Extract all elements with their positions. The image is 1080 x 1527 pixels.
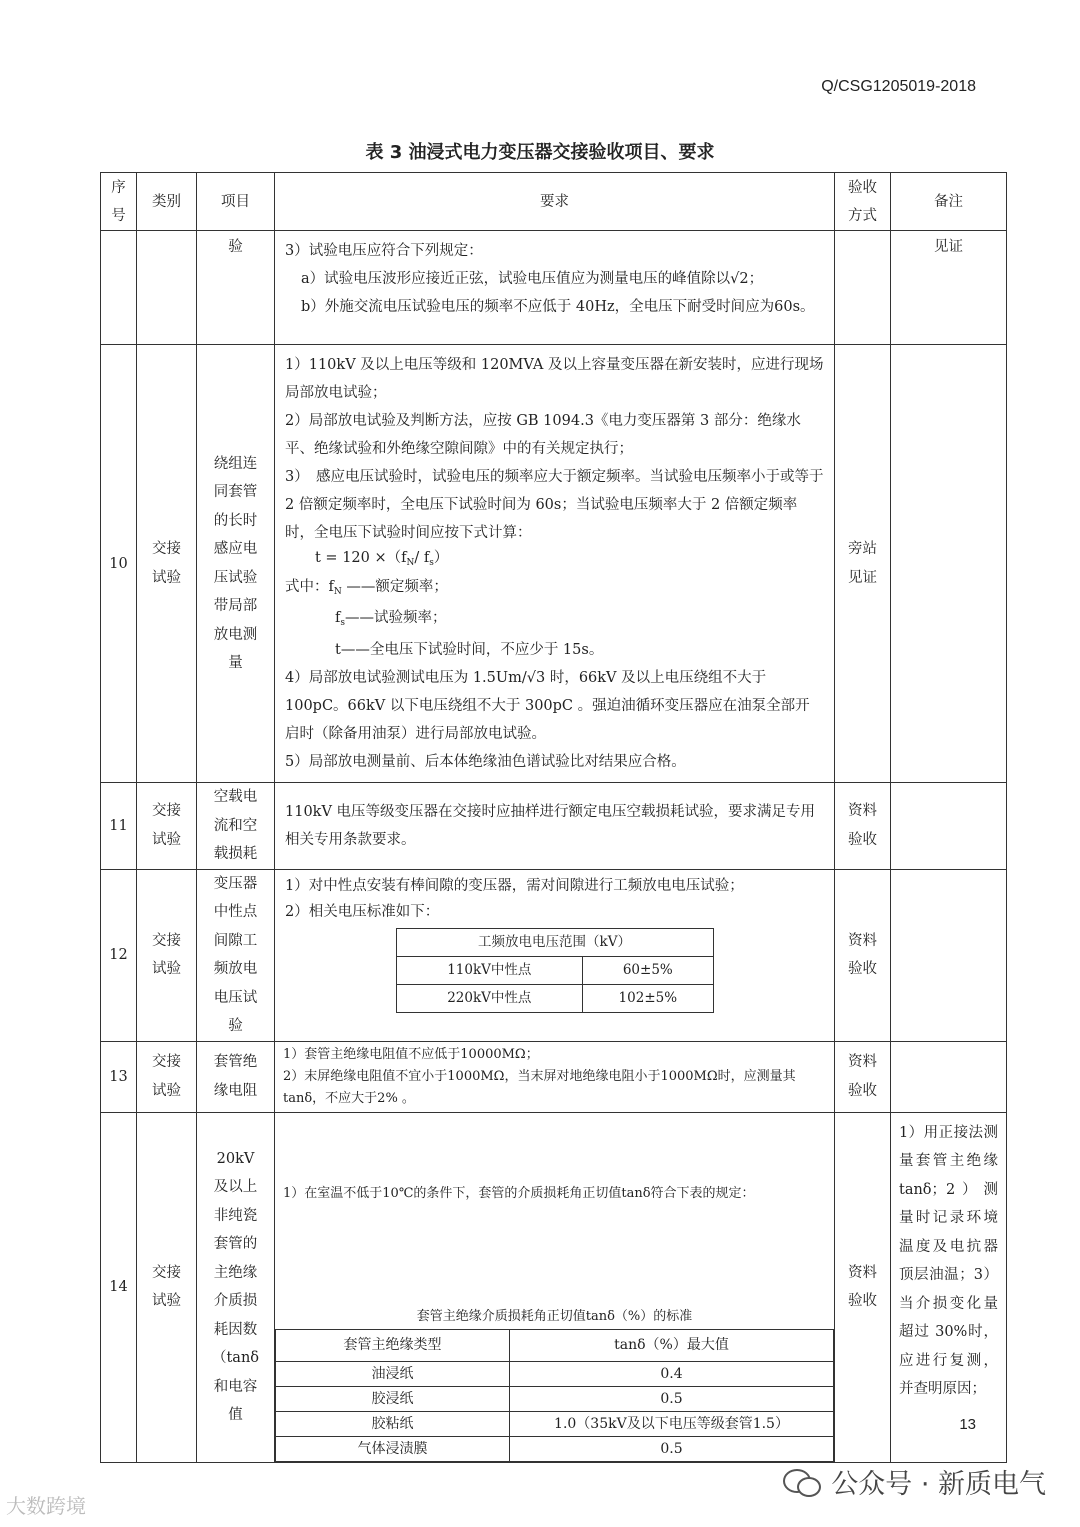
tan-delta-header-row: 套管主绝缘类型 tanδ（%）最大值: [276, 1329, 834, 1361]
remark-cell: [891, 345, 1007, 783]
table-row: [101, 1041, 1007, 1112]
table-row: [101, 783, 1007, 870]
requirement-cell: 1）在室温不低于10℃的条件下，套管的介质损耗角正切值tanδ符合下表的规定： 套管主绝缘介质损耗角正切值tanδ（%）的标准 套管主绝缘类型 tanδ（%）最大值 油浸纸 0.4 胶浸纸 0.5 胶粘纸 1.0（35kV及以下电压等级套管1.5） 气体浸渍膜 0.5: [275, 1112, 835, 1462]
seq-cell: 12: [101, 869, 137, 1041]
tan-delta-caption: 套管主绝缘介质损耗角正切值tanδ（%）的标准: [416, 1308, 693, 1324]
method-cell: 旁站见证: [835, 345, 891, 783]
header-seq: 序号: [101, 173, 137, 231]
remark-cell: [891, 869, 1007, 1041]
discharge-table-row: 220kV中性点 102±5%: [396, 984, 713, 1012]
table-row: [101, 1112, 1007, 1462]
requirement-cell: 3）试验电压应符合下列规定： a）试验电压波形应接近正弦，试验电压值应为测量电压的峰值除以√2； b）外施交流电压试验电压的频率不应低于 40Hz，全电压下耐受时间应为60s。: [275, 231, 835, 345]
header-remark: 备注: [891, 173, 1007, 231]
table-title: 表 3 油浸式电力变压器交接验收项目、要求: [365, 142, 715, 163]
category-cell: 交接试验: [137, 869, 197, 1041]
requirement-cell: 1）110kV 及以上电压等级和 120MVA 及以上容量变压器在新安装时，应进行现场局部放电试验； 2）局部放电试验及判断方法，应按 GB 1094.3《电力变压器第 3 部分：绝缘水平、绝缘试验和外绝缘空隙间隙》中的有关规定执行； 3） 感应电压试验时，试验电压的频率应大于额定频率。当试验电压频率小于或等于 2 倍额定频率时，全电压下试验时间为 60s；当试验电压频率大于 2 倍额定频率时，全电压下试验时间应按下式计算： $t = 120 \times(f_N/$ $f_s$） 式中：$f_N$ ——额定频率； $f_s——$试验频率； t——全电压下试验时间，不应少于 15s。 4）局部放电试验测试电压为 1.5Um/√3 时，66kV 及以上电压绕组不大于 100pC。66kV 以下电压绕组不大于 300pC 。强迫油循环变压器应在油泵全部开启时（除备用油泵）进行局部放电试验。 5）局部放电测量前、后本体绝缘油色谱试验比对结果应合格。: [275, 345, 835, 783]
tan-delta-table: [275, 1329, 834, 1462]
method-cell: 资料验收: [835, 1041, 891, 1112]
watermark-right-text: 公众号 · 新质电气: [831, 1469, 1046, 1500]
seq-cell: 14: [101, 1112, 137, 1462]
category-cell: 交接试验: [137, 783, 197, 870]
header-row: [101, 173, 1007, 231]
item-cell: 变压器中性点间隙工频放电电压试验: [197, 869, 275, 1041]
discharge-table-row: 110kV中性点 60±5%: [396, 956, 713, 984]
item-cell: 套管绝缘电阻: [197, 1041, 275, 1112]
item-cell: 20kV 及以上非纯瓷套管的主绝缘介质损耗因数（tanδ和电容值: [197, 1112, 275, 1462]
seq-cell: 11: [101, 783, 137, 870]
header-method: 验收方式: [835, 173, 891, 231]
method-cell: 资料验收: [835, 869, 891, 1041]
remark-cell: [891, 783, 1007, 870]
tan-delta-row: 胶粘纸 1.0（35kV及以下电压等级套管1.5）: [276, 1411, 834, 1436]
remark-cell: 1）用正接法测量套管主绝缘 tanδ；2）测量时记录环境温度及电抗器顶层油温；3）当介损变化量超过 30%时，应进行复测，并查明原因；: [891, 1112, 1007, 1462]
watermark-left: 大数跨境: [6, 1494, 86, 1518]
discharge-voltage-table: [396, 928, 714, 1013]
seq-cell: 13: [101, 1041, 137, 1112]
category-cell: 交接试验: [137, 1041, 197, 1112]
category-cell: 交接试验: [137, 345, 197, 783]
header-item: 项目: [197, 173, 275, 231]
wechat-icon: [783, 1467, 821, 1497]
item-cell: 绕组连同套管的长时感应电压试验带局部放电测量: [197, 345, 275, 783]
formula: $t = 120 \times(f_N/$ $f_s$）: [315, 550, 449, 568]
requirement-cell: 110kV 电压等级变压器在交接时应抽样进行额定电压空载损耗试验，要求满足专用相关专用条款要求。: [275, 783, 835, 870]
watermark-right: [783, 1462, 1046, 1501]
document-code: Q/CSG1205019-2018: [821, 78, 976, 95]
tan-delta-row: 胶浸纸 0.5: [276, 1386, 834, 1411]
requirement-cell: 1）对中性点安装有棒间隙的变压器，需对间隙进行工频放电电压试验； 2）相关电压标准如下： 工频放电电压范围（kV） 110kV中性点 60±5% 220kV中性点 102±5%: [275, 869, 835, 1041]
seq-cell: 10: [101, 345, 137, 783]
page-number: 13: [959, 1416, 976, 1433]
acceptance-table: [100, 172, 1007, 1463]
method-cell: 资料验收: [835, 1112, 891, 1462]
table-row: [101, 345, 1007, 783]
header-requirement: 要求: [275, 173, 835, 231]
requirement-cell: 1）套管主绝缘电阻值不应低于10000MΩ； 2）末屏绝缘电阻值不宜小于1000MΩ，当末屏对地绝缘电阻小于1000MΩ时，应测量其tanδ，不应大于2% 。: [275, 1041, 835, 1112]
remark-cell: [891, 1041, 1007, 1112]
method-cell: 资料验收: [835, 783, 891, 870]
category-cell: 交接试验: [137, 1112, 197, 1462]
tan-delta-row: 气体浸渍膜 0.5: [276, 1436, 834, 1461]
header-category: 类别: [137, 173, 197, 231]
item-cell: 验: [197, 231, 275, 345]
tan-delta-row: 油浸纸 0.4: [276, 1361, 834, 1386]
discharge-table-header: 工频放电电压范围（kV）: [396, 928, 713, 956]
item-cell: 空载电流和空载损耗: [197, 783, 275, 870]
table-row: [101, 231, 1007, 345]
remark-cell: 见证: [891, 231, 1007, 345]
table-row: [101, 869, 1007, 1041]
